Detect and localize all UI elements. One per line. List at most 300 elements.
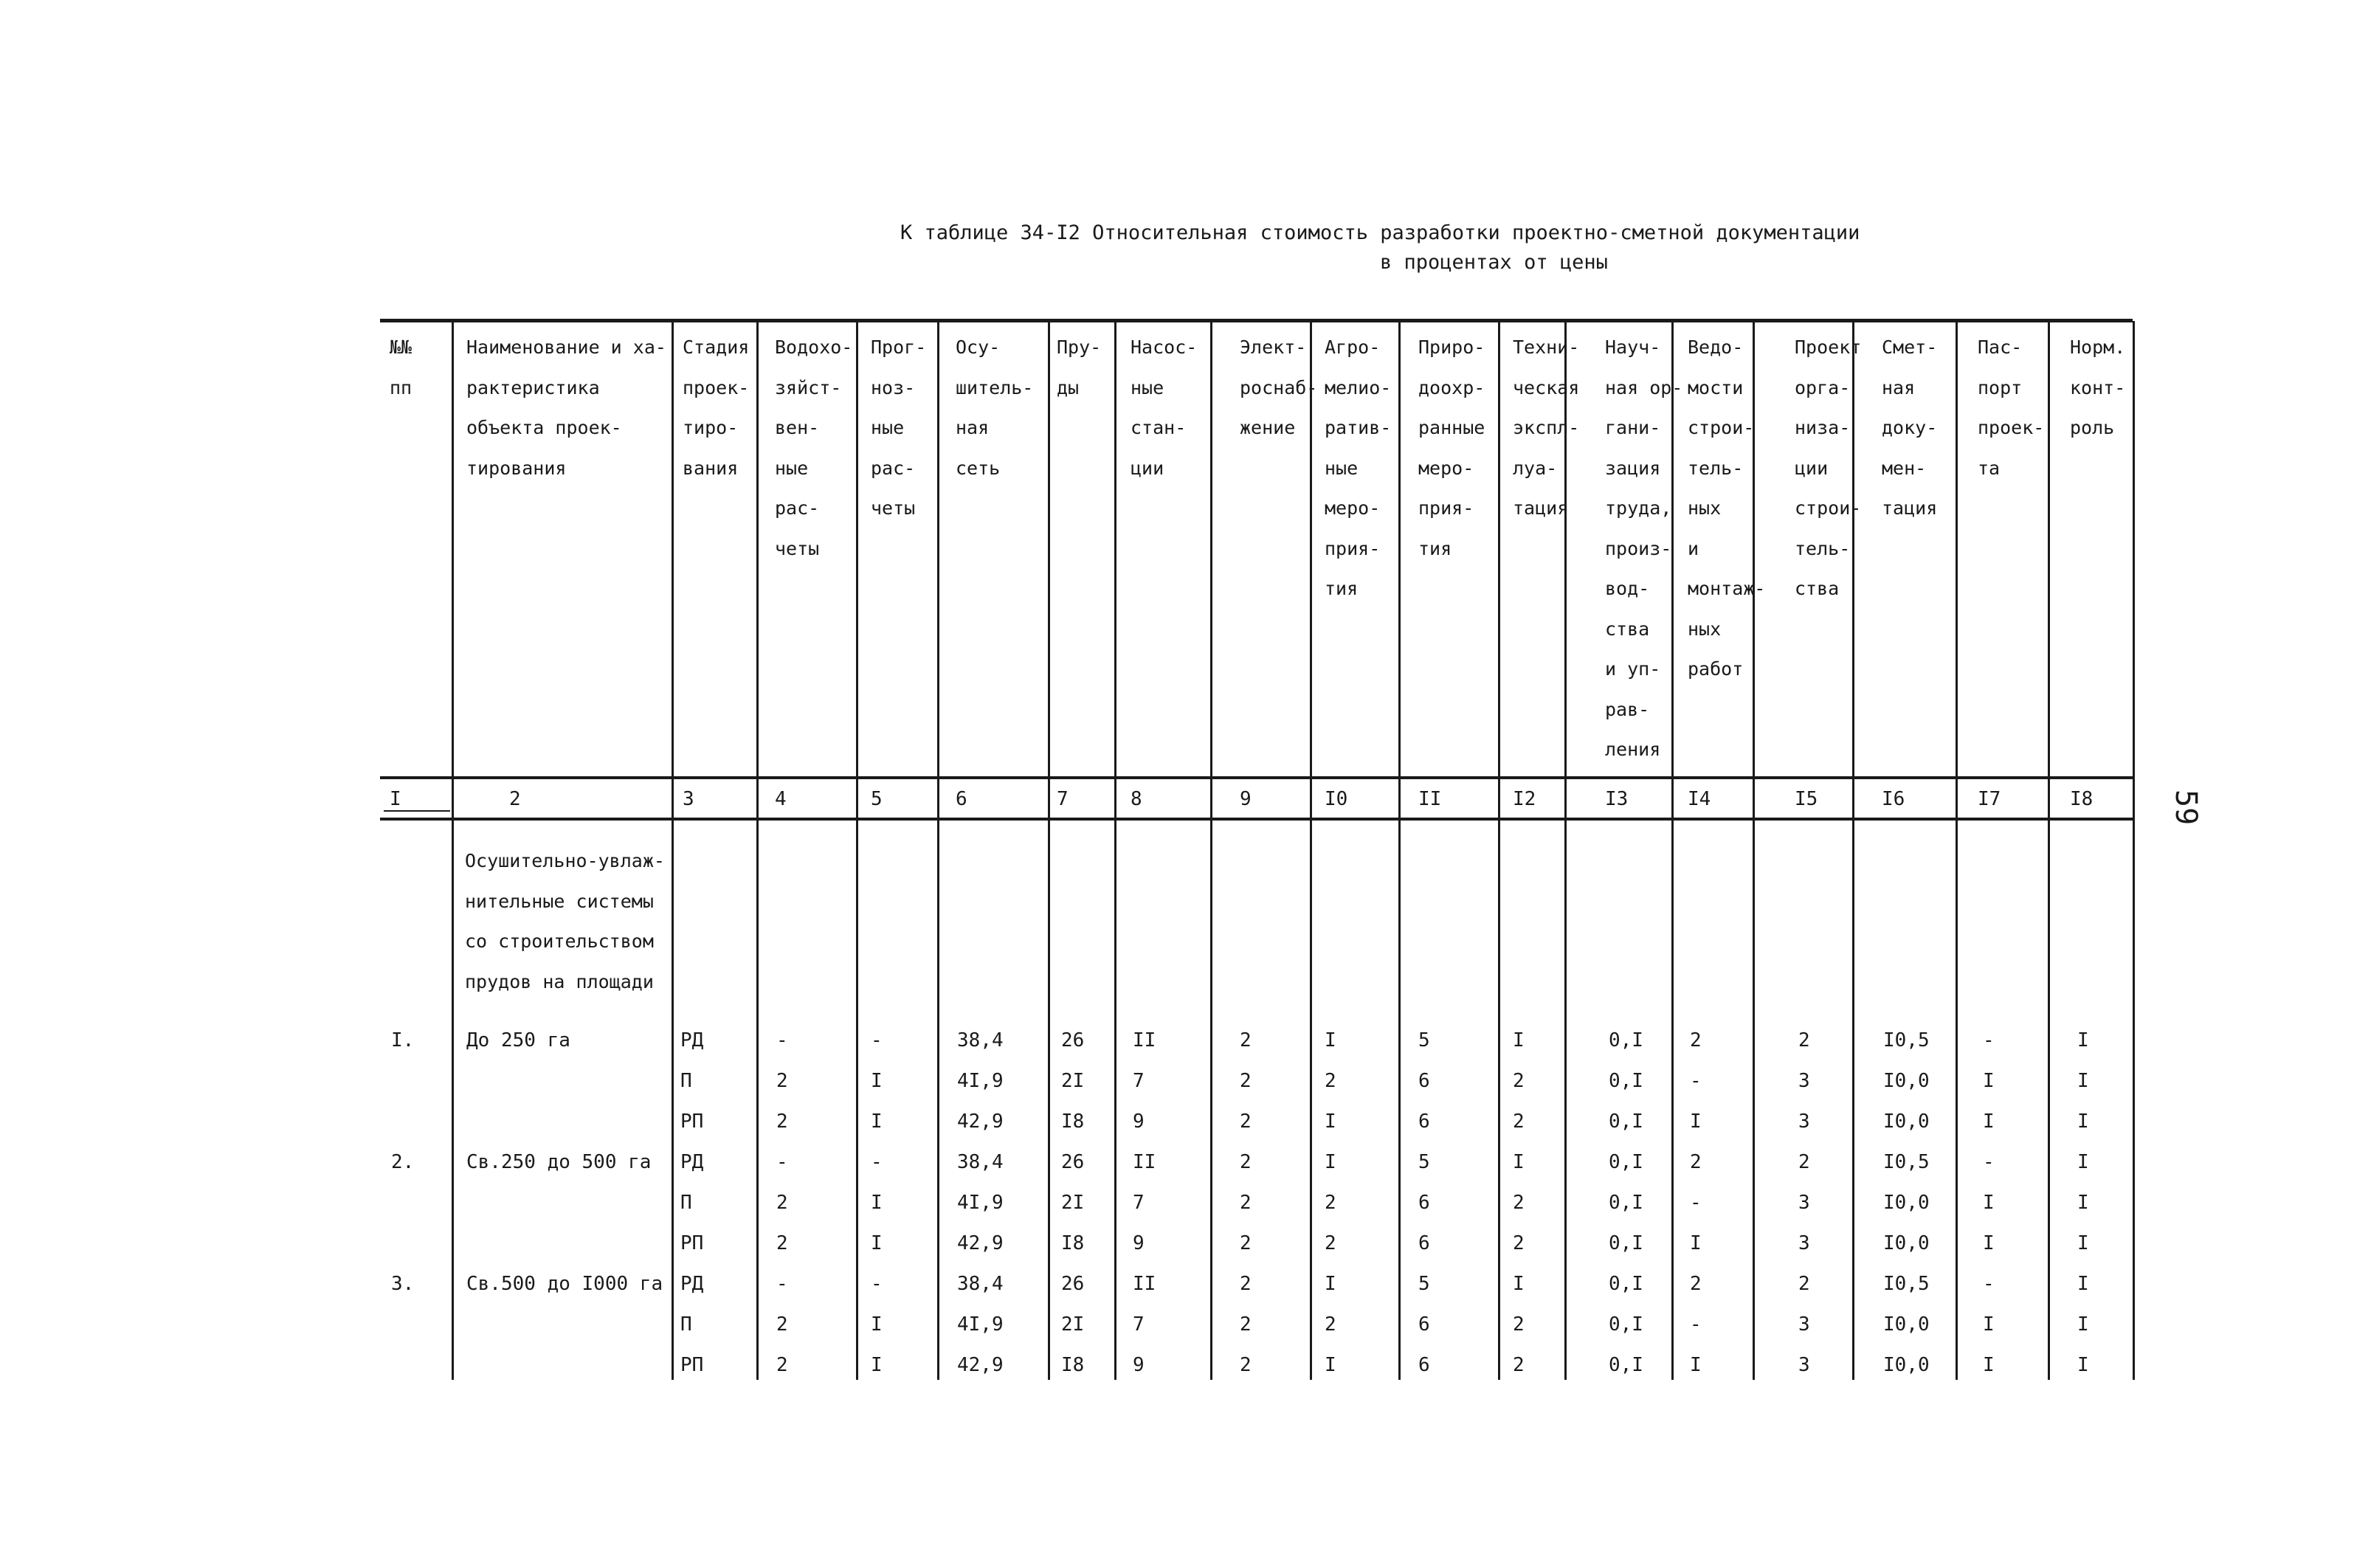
column-number: I7 <box>1978 788 2001 810</box>
table-cell: 38,4 <box>957 1151 1004 1173</box>
column-rule <box>1210 321 1212 1380</box>
column-header-line: и уп- <box>1605 658 1661 680</box>
column-number: I6 <box>1882 788 1905 810</box>
table-cell: I <box>2077 1313 2089 1336</box>
table-cell: 7 <box>1133 1192 1145 1214</box>
table-cell: 9 <box>1133 1111 1145 1133</box>
column-header-line: ческая <box>1513 376 1580 398</box>
column-header <box>390 328 412 408</box>
column-rule <box>1310 321 1312 1380</box>
column-number: 6 <box>956 788 967 810</box>
column-number: I2 <box>1513 788 1536 810</box>
column-header-line: Элект- <box>1240 336 1307 358</box>
column-rule <box>756 321 759 1380</box>
column-header-line: монтаж- <box>1688 578 1766 599</box>
table-cell: 0,I <box>1609 1313 1643 1336</box>
colnum-bottom-rule <box>380 818 2133 821</box>
table-cell: 3 <box>1798 1192 1810 1214</box>
column-header-line: Проект <box>1795 336 1862 358</box>
column-header-line: ции <box>1795 457 1829 479</box>
column-header-line: Пас- <box>1978 336 2023 358</box>
table-cell: I <box>1325 1151 1336 1173</box>
table-cell: I <box>1983 1354 1995 1376</box>
column-header-line: мелио- <box>1325 376 1392 398</box>
column-header-line: ные <box>1131 376 1164 398</box>
table-cell: 2 <box>1325 1313 1336 1336</box>
column-header-line: рав- <box>1605 698 1650 720</box>
table-cell: 2 <box>1240 1151 1252 1173</box>
stage-cell: П <box>680 1313 692 1336</box>
column-number: I3 <box>1605 788 1629 810</box>
column-header-line: доохр- <box>1418 376 1485 398</box>
table-cell: 3 <box>1798 1313 1810 1336</box>
table-cell: 2I <box>1061 1313 1085 1336</box>
column-header-line: роль <box>2070 417 2115 438</box>
column-header <box>1240 328 1317 449</box>
column-header-line: вания <box>683 457 739 479</box>
column-header <box>1605 328 1682 770</box>
column-header-line: шитель- <box>956 376 1034 398</box>
column-header-line: доку- <box>1882 417 1938 438</box>
column-rule <box>2048 321 2050 1380</box>
table-cell: 2 <box>1798 1273 1810 1295</box>
column-number: 4 <box>775 788 787 810</box>
table-cell: I <box>871 1070 883 1092</box>
object-area-label: Св.250 до 500 га <box>466 1151 652 1173</box>
table-cell: 42,9 <box>957 1354 1004 1376</box>
table-cell: I <box>2077 1354 2089 1376</box>
stage-cell: РД <box>680 1029 704 1051</box>
table-cell: 2 <box>1513 1070 1525 1092</box>
table-cell: I <box>1325 1029 1336 1051</box>
colnum-underline <box>384 810 450 812</box>
table-top-rule <box>380 319 2133 322</box>
stage-cell: РД <box>680 1273 704 1295</box>
table-cell: I <box>1983 1070 1995 1092</box>
table-title: К таблице 34-I2 Относительная стоимость разработки проектно-сметной документации <box>900 221 1860 244</box>
column-header-line: Приро- <box>1418 336 1485 358</box>
column-header-line: мен- <box>1882 457 1927 479</box>
table-cell: 3 <box>1798 1354 1810 1376</box>
column-number: I0 <box>1325 788 1348 810</box>
table-cell: I <box>871 1111 883 1133</box>
column-header <box>1795 328 1861 609</box>
column-header-line: ных <box>1688 618 1722 640</box>
column-header <box>1131 328 1197 488</box>
column-header-line: четы <box>775 537 820 559</box>
column-header-line: тель- <box>1688 457 1744 479</box>
table-cell: I0,0 <box>1883 1232 1930 1254</box>
table-cell: 0,I <box>1609 1273 1643 1295</box>
table-cell: I <box>871 1232 883 1254</box>
column-header-line: тия <box>1325 578 1359 599</box>
column-header <box>1418 328 1485 569</box>
table-cell: 2 <box>1325 1192 1336 1214</box>
column-header-line: ды <box>1057 376 1080 398</box>
table-cell: 2 <box>1325 1232 1336 1254</box>
table-cell: 2 <box>1325 1070 1336 1092</box>
table-cell: I <box>871 1313 883 1336</box>
column-header-line: нoз- <box>871 376 916 398</box>
table-cell: 2 <box>1798 1029 1810 1051</box>
column-header-line: гани- <box>1605 417 1661 438</box>
table-cell: 2 <box>776 1354 788 1376</box>
column-header-line: конт- <box>2070 376 2126 398</box>
table-cell: I <box>2077 1151 2089 1173</box>
table-cell: 2 <box>1240 1232 1252 1254</box>
column-header-line: ные <box>775 457 809 479</box>
table-cell: 3 <box>1798 1070 1810 1092</box>
column-header-line: и <box>1688 537 1699 559</box>
table-cell: - <box>871 1029 883 1051</box>
category-line: прудов на площади <box>465 970 654 992</box>
table-cell: - <box>1690 1192 1702 1214</box>
table-cell: 4I,9 <box>957 1313 1004 1336</box>
table-cell: 2 <box>1513 1192 1525 1214</box>
column-header-line: Агро- <box>1325 336 1381 358</box>
header-bottom-rule <box>380 776 2133 779</box>
column-number: I4 <box>1688 788 1711 810</box>
column-header-line: ства <box>1605 618 1650 640</box>
column-header-line: труда, <box>1605 497 1672 519</box>
column-rule <box>1398 321 1401 1380</box>
table-cell: I <box>2077 1232 2089 1254</box>
object-area-label: До 250 га <box>466 1029 570 1051</box>
column-header-line: Прог- <box>871 336 927 358</box>
column-header <box>1325 328 1391 609</box>
column-header-line: проек- <box>683 376 750 398</box>
column-header <box>1882 328 1937 529</box>
column-number: 7 <box>1057 788 1069 810</box>
table-cell: 7 <box>1133 1313 1145 1336</box>
table-cell: - <box>776 1029 788 1051</box>
table-cell: - <box>1690 1070 1702 1092</box>
table-cell: 0,I <box>1609 1232 1643 1254</box>
category-line: нительные системы <box>465 890 654 912</box>
column-header-line: Техни- <box>1513 336 1580 358</box>
column-header-line: работ <box>1688 658 1744 680</box>
column-header-line: экспл- <box>1513 417 1580 438</box>
column-number: 8 <box>1131 788 1142 810</box>
column-number: I8 <box>2070 788 2094 810</box>
column-header-line: рас- <box>775 497 820 519</box>
table-cell: I <box>871 1354 883 1376</box>
table-cell: I <box>2077 1029 2089 1051</box>
table-cell: 2 <box>1513 1232 1525 1254</box>
column-header <box>683 328 749 488</box>
column-header-line: строи- <box>1795 497 1862 519</box>
column-header-line: жение <box>1240 417 1296 438</box>
column-header-line: орга- <box>1795 376 1851 398</box>
table-cell: - <box>776 1273 788 1295</box>
column-header-line: Стадия <box>683 336 750 358</box>
column-rule <box>1498 321 1500 1380</box>
column-header-line: меро- <box>1325 497 1381 519</box>
table-cell: 26 <box>1061 1029 1085 1051</box>
table-cell: 2 <box>1240 1313 1252 1336</box>
column-header-line: зация <box>1605 457 1661 479</box>
table-cell: - <box>1983 1151 1995 1173</box>
row-number: 2. <box>391 1151 415 1173</box>
column-header <box>2070 328 2125 449</box>
table-cell: I <box>1513 1029 1525 1051</box>
table-cell: - <box>1983 1029 1995 1051</box>
table-cell: I <box>2077 1192 2089 1214</box>
table-cell: I8 <box>1061 1111 1085 1133</box>
column-header-line: Смет- <box>1882 336 1938 358</box>
table-cell: 2 <box>1513 1354 1525 1376</box>
column-rule <box>1114 321 1116 1380</box>
table-cell: 2 <box>1240 1273 1252 1295</box>
table-cell: I <box>2077 1070 2089 1092</box>
column-header-line: ранные <box>1418 417 1485 438</box>
column-header-line: Насос- <box>1131 336 1198 358</box>
stage-cell: РД <box>680 1151 704 1173</box>
column-header-line: пп <box>390 376 413 398</box>
table-cell: I <box>1325 1111 1336 1133</box>
table-cell: 3 <box>1798 1111 1810 1133</box>
table-cell: 0,I <box>1609 1151 1643 1173</box>
table-cell: 5 <box>1418 1151 1430 1173</box>
table-cell: 2 <box>1240 1029 1252 1051</box>
column-header-line: прия- <box>1418 497 1474 519</box>
column-number: 9 <box>1240 788 1252 810</box>
table-cell: II <box>1133 1029 1156 1051</box>
column-header-line: четы <box>871 497 916 519</box>
column-number: II <box>1418 788 1442 810</box>
stage-cell: П <box>680 1070 692 1092</box>
stage-cell: РП <box>680 1354 704 1376</box>
table-cell: 2 <box>1240 1070 1252 1092</box>
table-cell: I0,5 <box>1883 1273 1930 1295</box>
column-header <box>466 328 666 488</box>
column-header-line: ратив- <box>1325 417 1392 438</box>
table-cell: 6 <box>1418 1070 1430 1092</box>
table-cell: I <box>1325 1273 1336 1295</box>
column-header-line: ные <box>1325 457 1359 479</box>
page-number: 59 <box>2169 790 2203 826</box>
column-header-line: Пру- <box>1057 336 1102 358</box>
table-cell: I <box>1983 1192 1995 1214</box>
column-header-line: ных <box>1688 497 1722 519</box>
column-header <box>1688 328 1765 690</box>
table-cell: 6 <box>1418 1354 1430 1376</box>
table-cell: I <box>1325 1354 1336 1376</box>
column-header <box>956 328 1033 488</box>
table-cell: 2 <box>776 1313 788 1336</box>
table-cell: 42,9 <box>957 1111 1004 1133</box>
table-cell: I <box>871 1192 883 1214</box>
table-cell: II <box>1133 1273 1156 1295</box>
column-header-line: тель- <box>1795 537 1851 559</box>
column-header-line: ства <box>1795 578 1840 599</box>
table-cell: 26 <box>1061 1273 1085 1295</box>
column-header-line: строи- <box>1688 417 1755 438</box>
table-cell: - <box>1690 1313 1702 1336</box>
table-subtitle: в процентах от цены <box>1380 251 1608 274</box>
column-header-line: мости <box>1688 376 1744 398</box>
column-header-line: та <box>1978 457 2001 479</box>
column-header-line: вод- <box>1605 578 1650 599</box>
column-header-line: объекта проек- <box>466 417 622 438</box>
table-cell: 2 <box>1240 1192 1252 1214</box>
column-header-line: ная ор- <box>1605 376 1683 398</box>
table-cell: 0,I <box>1609 1192 1643 1214</box>
table-cell: 5 <box>1418 1273 1430 1295</box>
column-rule <box>1956 321 1958 1380</box>
table-cell: 2 <box>1240 1111 1252 1133</box>
column-header-line: Ведо- <box>1688 336 1744 358</box>
row-number: I. <box>391 1029 415 1051</box>
table-cell: 4I,9 <box>957 1070 1004 1092</box>
column-header <box>871 328 926 529</box>
stage-cell: РП <box>680 1232 704 1254</box>
column-header-line: меро- <box>1418 457 1474 479</box>
table-cell: 7 <box>1133 1070 1145 1092</box>
column-rule <box>856 321 858 1380</box>
column-header-line: №№ <box>390 336 413 358</box>
column-number: 2 <box>509 788 521 810</box>
table-cell: 6 <box>1418 1192 1430 1214</box>
table-cell: - <box>1983 1273 1995 1295</box>
column-header-line: роснаб- <box>1240 376 1318 398</box>
column-header-line: тия <box>1418 537 1452 559</box>
column-number: 5 <box>871 788 883 810</box>
column-header-line: тиро- <box>683 417 739 438</box>
column-header-line: вен- <box>775 417 820 438</box>
table-cell: I0,0 <box>1883 1313 1930 1336</box>
column-header-line: низа- <box>1795 417 1851 438</box>
table-cell: 2I <box>1061 1192 1085 1214</box>
table-cell: 2 <box>776 1111 788 1133</box>
category-line: со строительством <box>465 930 654 952</box>
table-cell: 9 <box>1133 1232 1145 1254</box>
table-cell: - <box>871 1151 883 1173</box>
column-header-line: проек- <box>1978 417 2045 438</box>
table-cell: 6 <box>1418 1232 1430 1254</box>
table-cell: I <box>2077 1273 2089 1295</box>
table-cell: 3 <box>1798 1232 1810 1254</box>
column-header <box>1513 328 1579 529</box>
table-cell: I <box>1690 1354 1702 1376</box>
table-cell: 2 <box>1240 1354 1252 1376</box>
column-rule <box>937 321 939 1380</box>
column-header-line: стан- <box>1131 417 1187 438</box>
column-header <box>1057 328 1101 408</box>
table-cell: I <box>1983 1232 1995 1254</box>
column-header-line: рас- <box>871 457 916 479</box>
table-cell: 38,4 <box>957 1029 1004 1051</box>
table-cell: - <box>776 1151 788 1173</box>
column-header-line: прия- <box>1325 537 1381 559</box>
table-cell: 2 <box>1690 1273 1702 1295</box>
table-cell: I8 <box>1061 1354 1085 1376</box>
table-cell: 2 <box>1690 1029 1702 1051</box>
table-cell: 38,4 <box>957 1273 1004 1295</box>
table-cell: 2 <box>1513 1313 1525 1336</box>
column-rule <box>1048 321 1050 1380</box>
column-header-line: сеть <box>956 457 1001 479</box>
column-number: I <box>390 788 401 810</box>
column-rule <box>672 321 674 1380</box>
table-cell: 0,I <box>1609 1070 1643 1092</box>
category-line: Осушительно-увлаж- <box>465 850 665 871</box>
column-header-line: луа- <box>1513 457 1558 479</box>
column-number: I5 <box>1795 788 1818 810</box>
column-header-line: зяйст- <box>775 376 842 398</box>
table-cell: 2I <box>1061 1070 1085 1092</box>
table-cell: 0,I <box>1609 1111 1643 1133</box>
column-header-line: ная <box>956 417 990 438</box>
table-cell: 42,9 <box>957 1232 1004 1254</box>
column-header-line: Норм. <box>2070 336 2126 358</box>
table-cell: 2 <box>776 1232 788 1254</box>
column-header-line: рактеристика <box>466 376 600 398</box>
table-cell: I <box>1983 1111 1995 1133</box>
table-cell: 26 <box>1061 1151 1085 1173</box>
column-number: 3 <box>683 788 694 810</box>
table-cell: - <box>871 1273 883 1295</box>
table-cell: 2 <box>776 1070 788 1092</box>
table-cell: I <box>1513 1273 1525 1295</box>
table-cell: I <box>1983 1313 1995 1336</box>
column-rule <box>2133 321 2135 1380</box>
column-header-line: Наименование и ха- <box>466 336 666 358</box>
table-cell: II <box>1133 1151 1156 1173</box>
table-cell: I <box>1690 1111 1702 1133</box>
category-label <box>465 841 665 1002</box>
table-cell: I0,5 <box>1883 1029 1930 1051</box>
stage-cell: РП <box>680 1111 704 1133</box>
table-cell: 0,I <box>1609 1029 1643 1051</box>
column-header-line: порт <box>1978 376 2023 398</box>
table-cell: I8 <box>1061 1232 1085 1254</box>
column-header <box>1978 328 2044 488</box>
table-cell: I0,5 <box>1883 1151 1930 1173</box>
row-number: 3. <box>391 1273 415 1295</box>
column-header-line: Осу- <box>956 336 1001 358</box>
column-rule <box>452 321 454 1380</box>
column-header-line: ные <box>871 417 905 438</box>
column-header-line: Водохо- <box>775 336 853 358</box>
table-cell: I <box>1690 1232 1702 1254</box>
column-header <box>775 328 852 569</box>
stage-cell: П <box>680 1192 692 1214</box>
column-header-line: тация <box>1882 497 1938 519</box>
table-cell: 6 <box>1418 1111 1430 1133</box>
table-cell: 6 <box>1418 1313 1430 1336</box>
table-cell: I <box>1513 1151 1525 1173</box>
column-header-line: произ- <box>1605 537 1672 559</box>
table-cell: I0,0 <box>1883 1111 1930 1133</box>
column-header-line: тация <box>1513 497 1569 519</box>
table-cell: I <box>2077 1111 2089 1133</box>
table-cell: 9 <box>1133 1354 1145 1376</box>
column-header-line: тирования <box>466 457 567 479</box>
table-cell: 0,I <box>1609 1354 1643 1376</box>
column-header-line: Науч- <box>1605 336 1661 358</box>
object-area-label: Св.500 до I000 га <box>466 1273 663 1295</box>
table-cell: 4I,9 <box>957 1192 1004 1214</box>
table-cell: I0,0 <box>1883 1192 1930 1214</box>
column-header-line: ная <box>1882 376 1916 398</box>
table-cell: 5 <box>1418 1029 1430 1051</box>
table-cell: I0,0 <box>1883 1354 1930 1376</box>
column-header-line: ции <box>1131 457 1164 479</box>
table-cell: 2 <box>776 1192 788 1214</box>
table-cell: 2 <box>1798 1151 1810 1173</box>
table-cell: 2 <box>1690 1151 1702 1173</box>
